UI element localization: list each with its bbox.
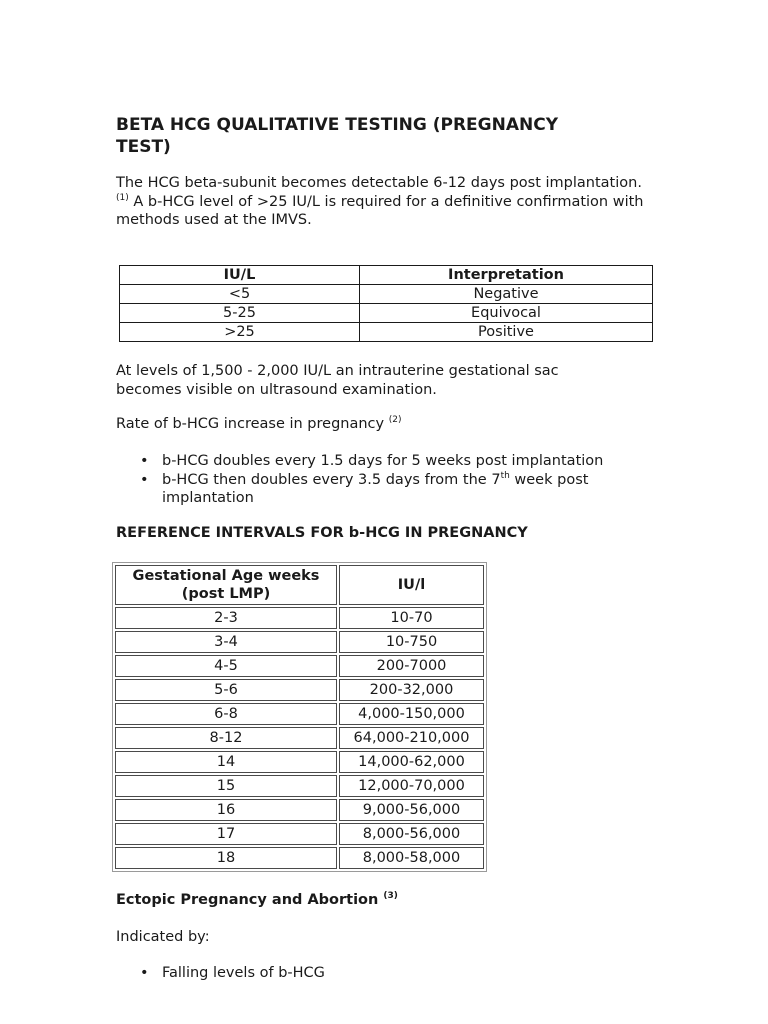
table-cell: 5-25 xyxy=(120,304,360,323)
intro-text: The HCG beta-subunit becomes detectable 6-12 days post implantation. xyxy=(116,175,642,191)
list-item xyxy=(116,452,656,471)
table-cell: 12,000-70,000 xyxy=(339,775,484,797)
table-cell: 10-70 xyxy=(339,607,484,629)
gestational-sac-paragraph: At levels of 1,500 - 2,000 IU/L an intrauterine gestational sac becomes visible on ultrasound examination. xyxy=(116,363,559,398)
table-row xyxy=(120,285,653,304)
table-cell: 9,000-56,000 xyxy=(339,799,484,821)
table-row xyxy=(115,631,484,653)
table-row xyxy=(115,655,484,677)
rate-text: Rate of b-HCG increase in pregnancy xyxy=(116,416,389,432)
indicated-by-text: Indicated by: xyxy=(116,929,210,945)
table-cell: 10-750 xyxy=(339,631,484,653)
ectopic-heading xyxy=(116,891,398,909)
table-cell: 8,000-56,000 xyxy=(339,823,484,845)
reference-intervals-table xyxy=(112,562,487,872)
table-row xyxy=(115,751,484,773)
table-cell: 2-3 xyxy=(115,607,337,629)
table-cell: Negative xyxy=(360,285,653,304)
document-title: BETA HCG QUALITATIVE TESTING (PREGNANCY TEST) xyxy=(116,115,559,157)
citation-2: (2) xyxy=(388,415,402,425)
table-header-row xyxy=(120,266,653,285)
table-cell: 6-8 xyxy=(115,703,337,725)
table-header-row xyxy=(115,565,484,605)
list-item xyxy=(116,964,656,983)
ectopic-bullet-list xyxy=(116,964,656,983)
table-cell: 5-6 xyxy=(115,679,337,701)
table-row xyxy=(115,607,484,629)
table-row xyxy=(115,775,484,797)
list-item-text: Falling levels of b-HCG xyxy=(162,965,325,981)
column-header-iu-l: IU/l xyxy=(339,565,484,605)
table-cell: 4,000-150,000 xyxy=(339,703,484,725)
interpretation-table xyxy=(119,265,653,342)
table-cell: 18 xyxy=(115,847,337,869)
list-item-text: b-HCG then doubles every 3.5 days from the 7 xyxy=(162,471,501,488)
column-header-iu-l: IU/L xyxy=(120,266,360,285)
ectopic-heading-text: Ectopic Pregnancy and Abortion xyxy=(116,892,384,908)
table-row xyxy=(115,799,484,821)
bullet-icon: • xyxy=(140,453,149,469)
table-cell: >25 xyxy=(120,323,360,342)
column-header-gestational-age: Gestational Age weeks (post LMP) xyxy=(115,565,337,605)
table-cell: 3-4 xyxy=(115,631,337,653)
table-cell: <5 xyxy=(120,285,360,304)
citation-1: (1) xyxy=(116,192,129,203)
table-row xyxy=(115,703,484,725)
table-cell: 200-32,000 xyxy=(339,679,484,701)
bullet-icon: • xyxy=(140,471,149,488)
reference-intervals-heading: REFERENCE INTERVALS FOR b-HCG IN PREGNANCY xyxy=(116,525,528,541)
column-header-interpretation: Interpretation xyxy=(360,266,653,285)
table-cell: 16 xyxy=(115,799,337,821)
rate-bullet-list xyxy=(116,452,656,508)
table-cell: 200-7000 xyxy=(339,655,484,677)
table-row xyxy=(120,323,653,342)
table-row xyxy=(115,727,484,749)
list-item-text-continued: week post implantation xyxy=(162,471,589,506)
table-cell: 17 xyxy=(115,823,337,845)
ordinal-suffix: th xyxy=(500,470,510,481)
intro-paragraph xyxy=(116,174,656,230)
bullet-icon: • xyxy=(140,965,149,981)
table-row xyxy=(115,823,484,845)
table-row xyxy=(115,847,484,869)
table-cell: 64,000-210,000 xyxy=(339,727,484,749)
table-cell: 14,000-62,000 xyxy=(339,751,484,773)
rate-paragraph xyxy=(116,415,656,434)
table-cell: 8,000-58,000 xyxy=(339,847,484,869)
table-cell: Equivocal xyxy=(360,304,653,323)
intro-text-continued: A b-HCG level of >25 IU/L is required for a definitive confirmation with methods used at the IMVS. xyxy=(116,193,644,228)
table-cell: 4-5 xyxy=(115,655,337,677)
table-cell: 14 xyxy=(115,751,337,773)
citation-3: (3) xyxy=(383,891,398,901)
table-row xyxy=(115,679,484,701)
list-item-text: b-HCG doubles every 1.5 days for 5 weeks post implantation xyxy=(162,453,604,469)
table-cell: Positive xyxy=(360,323,653,342)
list-item xyxy=(116,471,656,508)
table-cell: 15 xyxy=(115,775,337,797)
table-cell: 8-12 xyxy=(115,727,337,749)
table-row xyxy=(120,304,653,323)
